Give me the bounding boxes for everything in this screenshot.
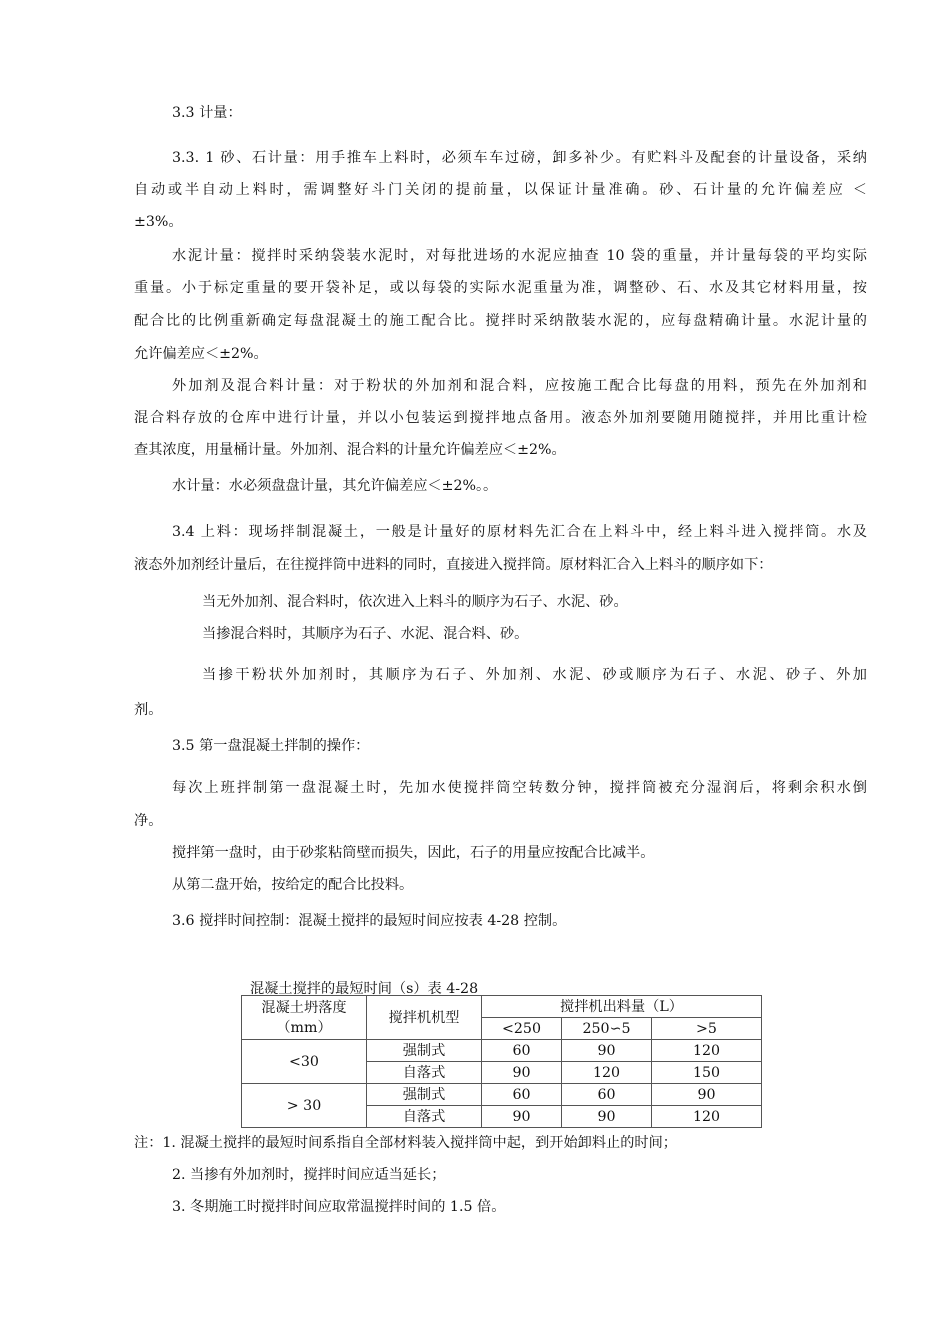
type-cell: 强制式 [367, 1040, 482, 1062]
paragraph-line: 自动或半自动上料时，需调整好斗门关闭的提前量，以保证计量准确。砂、石计量的允许偏差应 ＜ [134, 182, 867, 198]
list-item: 剂。 [134, 702, 163, 718]
list-item: 当掺干粉状外加剂时，其顺序为石子、外加剂、水泥、砂或顺序为石子、水泥、砂子、外加 [202, 667, 867, 683]
type-cell: 自落式 [367, 1106, 482, 1128]
value-cell: 60 [482, 1040, 562, 1062]
value-cell: 90 [482, 1106, 562, 1128]
paragraph-line: 混合料存放的仓库中进行计量，并以小包装运到搅拌地点备用。液态外加剂要随用随搅拌，并用比重计检 [134, 410, 867, 426]
table-row [242, 1084, 762, 1106]
table-note-1: 注：1. 混凝土搅拌的最短时间系指自全部材料装入搅拌筒中起，到开始卸料止的时间； [134, 1135, 677, 1151]
paragraph-line: 3.3. 1 砂、石计量：用手推车上料时，必须车车过磅，卸多补少。有贮料斗及配套的计量设备，采纳 [172, 150, 867, 166]
value-cell: 60 [562, 1084, 652, 1106]
list-item: 当无外加剂、混合料时，依次进入上料斗的顺序为石子、水泥、砂。 [202, 594, 628, 610]
paragraph-line: 从第二盘开始，按给定的配合比投料。 [172, 877, 414, 893]
slump-cell: <30 [242, 1040, 367, 1084]
paragraph-line: 重量。小于标定重量的要开袋补足，或以每袋的实际水泥重量为准，调整砂、石、水及其它材料用量，按 [134, 280, 867, 296]
header-col-1: <250 [482, 1018, 562, 1040]
table-note-2: 2. 当掺有外加剂时，搅拌时间应适当延长； [172, 1167, 446, 1183]
value-cell: 90 [562, 1106, 652, 1128]
section-3-6-heading: 3.6 搅拌时间控制：混凝土搅拌的最短时间应按表 4-28 控制。 [172, 913, 567, 929]
header-col-2: 250∽5 [562, 1018, 652, 1040]
paragraph-line: 液态外加剂经计量后，在往搅拌筒中进料的同时，直接进入搅拌筒。原材料汇合入上料斗的顺序如下： [134, 557, 773, 573]
paragraph-line: 每次上班拌制第一盘混凝土时，先加水使搅拌筒空转数分钟，搅拌筒被充分湿润后，将剩余积水倒 [172, 780, 867, 796]
list-item: 当掺混合料时，其顺序为石子、水泥、混合料、砂。 [202, 626, 529, 642]
value-cell: 150 [652, 1062, 762, 1084]
type-cell: 自落式 [367, 1062, 482, 1084]
header-slump [242, 996, 367, 1040]
slump-cell: > 30 [242, 1084, 367, 1128]
paragraph-line: 外加剂及混合料计量：对于粉状的外加剂和混合料，应按施工配合比每盘的用料，预先在外加剂和 [172, 378, 867, 394]
value-cell: 90 [562, 1040, 652, 1062]
value-cell: 120 [562, 1062, 652, 1084]
header-slump-line2: （mm） [276, 1019, 332, 1036]
paragraph-line: 水泥计量：搅拌时采纳袋装水泥时，对每批进场的水泥应抽查 10 袋的重量，并计量每袋的平均实际 [172, 248, 867, 264]
mixing-time-table [241, 995, 762, 1128]
header-slump-line1: 混凝土坍落度 [261, 999, 347, 1016]
value-cell: 120 [652, 1106, 762, 1128]
paragraph-line: ±3%。 [134, 214, 183, 230]
value-cell: 90 [652, 1084, 762, 1106]
type-cell: 强制式 [367, 1084, 482, 1106]
header-col-3: >5 [652, 1018, 762, 1040]
value-cell: 120 [652, 1040, 762, 1062]
table-note-3: 3. 冬期施工时搅拌时间应取常温搅拌时间的 1.5 倍。 [172, 1199, 506, 1215]
paragraph-line: 查其浓度，用量桶计量。外加剂、混合料的计量允许偏差应＜±2%。 [134, 442, 566, 458]
paragraph-line: 净。 [134, 813, 163, 829]
section-3-5-heading: 3.5 第一盘混凝土拌制的操作： [172, 738, 370, 754]
table-row [242, 1040, 762, 1062]
paragraph-line: 配合比的比例重新确定每盘混凝土的施工配合比。搅拌时采纳散装水泥的，应每盘精确计量。水泥计量的 [134, 313, 867, 329]
header-output: 搅拌机出料量（L） [482, 996, 762, 1018]
table-caption: 混凝土搅拌的最短时间（s）表 4-28 [250, 981, 479, 997]
paragraph-line: 搅拌第一盘时，由于砂浆粘筒壁而损失，因此，石子的用量应按配合比减半。 [172, 845, 655, 861]
paragraph-line: 水计量：水必须盘盘计量，其允许偏差应＜±2%。。 [172, 478, 498, 494]
paragraph-line: 3.4 上料：现场拌制混凝土，一般是计量好的原材料先汇合在上料斗中，经上料斗进入搅拌筒。水及 [172, 524, 867, 540]
value-cell: 90 [482, 1062, 562, 1084]
section-3-3-heading: 3.3 计量： [172, 105, 242, 121]
header-mixer-type: 搅拌机机型 [367, 996, 482, 1040]
value-cell: 60 [482, 1084, 562, 1106]
paragraph-line: 允许偏差应＜±2%。 [134, 346, 268, 362]
